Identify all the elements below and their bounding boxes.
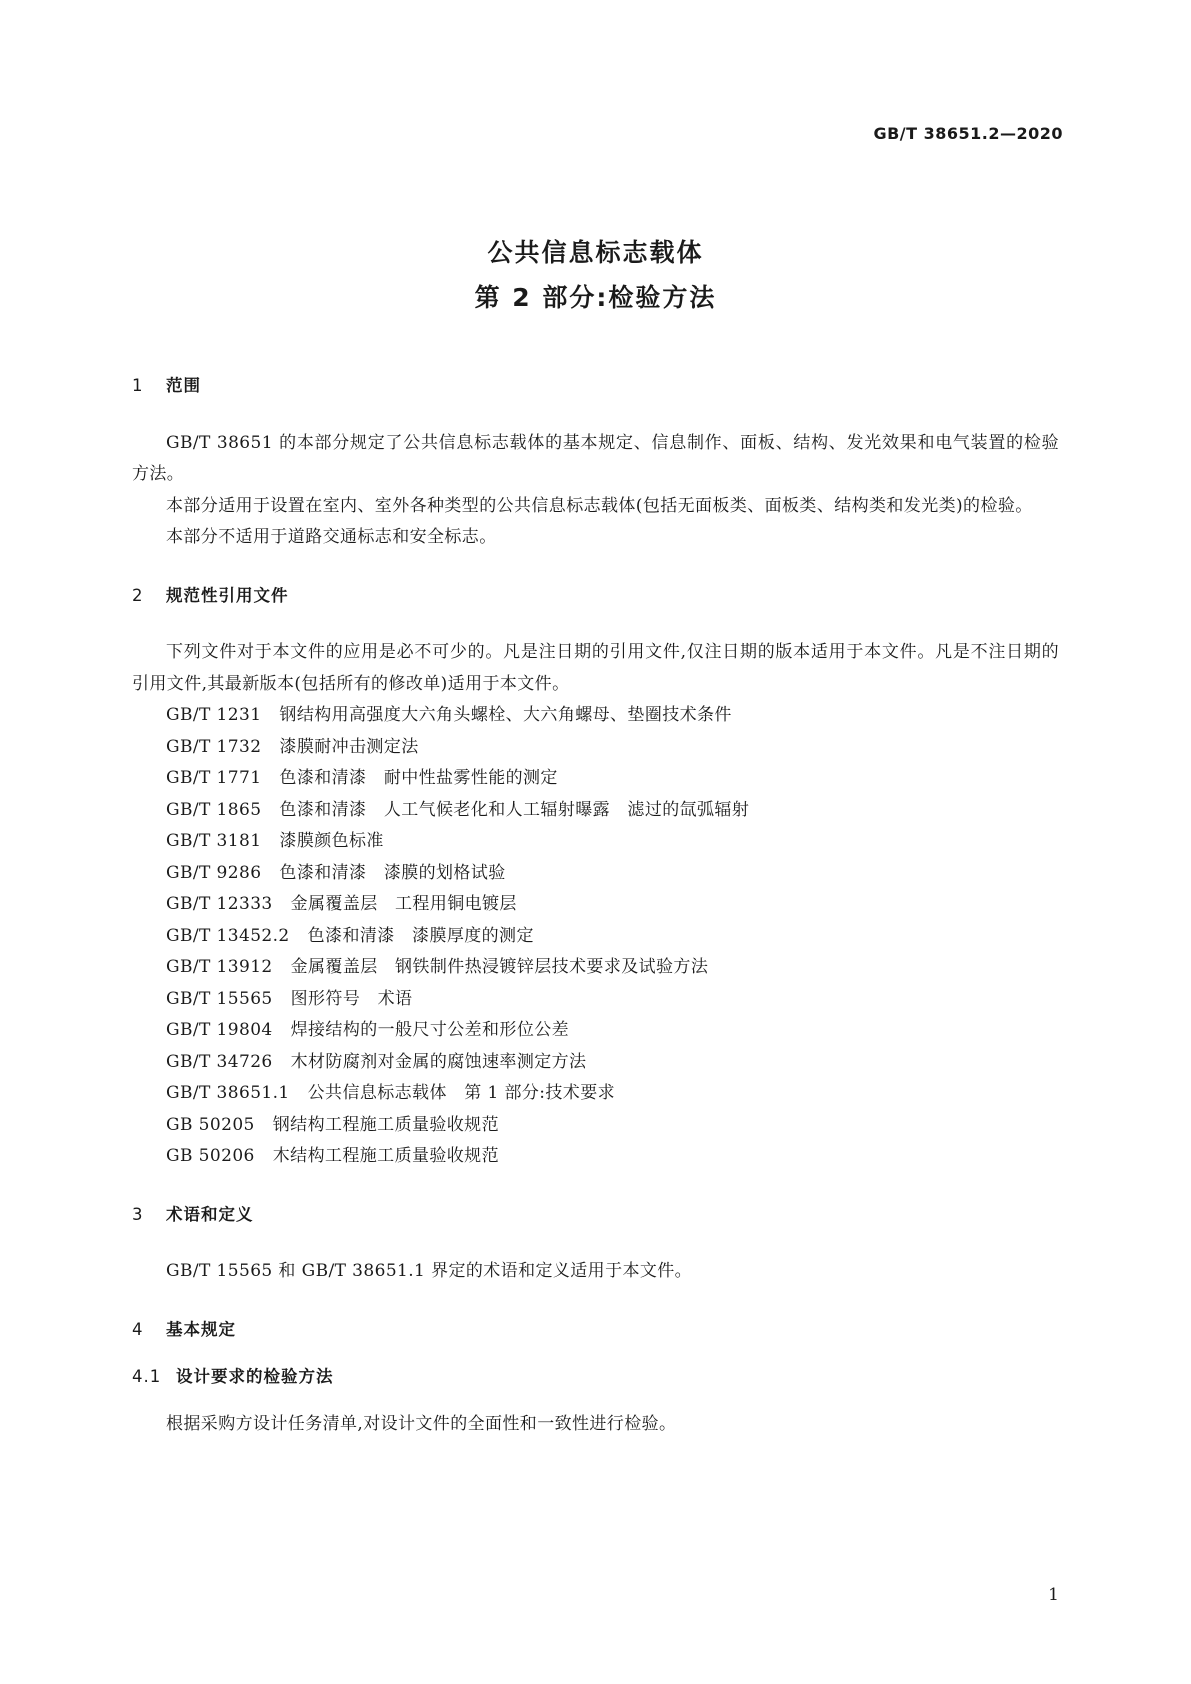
reference-item (132, 732, 1059, 764)
reference-title: 漆膜颜色标准 (279, 831, 384, 851)
reference-item (132, 1047, 1059, 1079)
section-title: 规范性引用文件 (166, 585, 289, 605)
reference-title: 图形符号 术语 (290, 988, 413, 1009)
reference-item (132, 795, 1059, 827)
reference-title: 金属覆盖层 钢铁制件热浸镀锌层技术要求及试验方法 (290, 957, 709, 977)
standard-code: GB/T 38651.2—2020 (873, 124, 1063, 143)
section-title: 范围 (166, 376, 201, 395)
section-number: 1 (132, 376, 144, 395)
reference-title: 色漆和清漆 人工气候老化和人工辐射曝露 滤过的氙弧辐射 (279, 799, 750, 820)
reference-title: 木材防腐剂对金属的腐蚀速率测定方法 (290, 1051, 587, 1072)
section-3-paragraph: GB/T 15565 和 GB/T 38651.1 界定的术语和定义适用于本文件。 (166, 1261, 693, 1281)
section-2-intro: 下列文件对于本文件的应用是必不可少的。凡是注日期的引用文件,仅注日期的版本适用于本文件。凡是不注日期的引用文件,其最新版本(包括所有的修改单)适用于本文件。 (132, 642, 1059, 694)
reference-item (132, 700, 1059, 732)
reference-item (132, 1110, 1059, 1142)
section-3-heading (132, 1199, 1059, 1231)
section-title: 术语和定义 (166, 1204, 254, 1224)
section-1-paragraph: 本部分适用于设置在室内、室外各种类型的公共信息标志载体(包括无面板类、面板类、结构类和发光类)的检验。 (166, 495, 1033, 516)
reference-code: GB 50206 (166, 1146, 255, 1166)
reference-item (132, 921, 1059, 953)
section-number: 3 (132, 1204, 144, 1224)
reference-code: GB/T 15565 (166, 988, 273, 1009)
section-1-paragraph: 本部分不适用于道路交通标志和安全标志。 (166, 527, 497, 547)
reference-title: 金属覆盖层 工程用铜电镀层 (290, 894, 517, 914)
reference-title: 焊接结构的一般尺寸公差和形位公差 (290, 1020, 570, 1040)
reference-code: GB/T 34726 (166, 1051, 273, 1072)
reference-code: GB 50205 (166, 1114, 255, 1135)
reference-title: 钢结构用高强度大六角头螺栓、大六角螺母、垫圈技术条件 (279, 705, 732, 725)
reference-title: 色漆和清漆 漆膜的划格试验 (279, 862, 506, 883)
reference-item (132, 826, 1059, 858)
section-4-1-heading (132, 1361, 1059, 1393)
reference-title: 漆膜耐冲击测定法 (279, 736, 419, 757)
reference-code: GB/T 1732 (166, 736, 262, 757)
reference-item (132, 858, 1059, 890)
reference-title: 公共信息标志载体 第 1 部分:技术要求 (307, 1083, 616, 1103)
reference-code: GB/T 12333 (166, 894, 273, 914)
reference-title: 木结构工程施工质量验收规范 (272, 1146, 499, 1166)
section-number: 4 (132, 1319, 144, 1339)
reference-code: GB/T 19804 (166, 1020, 273, 1040)
subsection-title: 设计要求的检验方法 (176, 1367, 334, 1386)
reference-code: GB/T 1231 (166, 705, 262, 725)
reference-code: GB/T 1771 (166, 768, 262, 788)
reference-code: GB/T 13452.2 (166, 925, 290, 946)
reference-item (132, 984, 1059, 1016)
reference-item (132, 1078, 1059, 1110)
reference-item (132, 1141, 1059, 1173)
reference-code: GB/T 3181 (166, 831, 262, 851)
reference-code: GB/T 38651.1 (166, 1083, 290, 1103)
section-4-1-paragraph: 根据采购方设计任务清单,对设计文件的全面性和一致性进行检验。 (166, 1413, 677, 1434)
section-1-paragraph: GB/T 38651 的本部分规定了公共信息标志载体的基本规定、信息制作、面板、结构、发光效果和电气装置的检验方法。 (132, 432, 1059, 484)
section-4-heading (132, 1314, 1059, 1346)
title-line-1: 公共信息标志载体 (487, 238, 704, 267)
reference-item (132, 1015, 1059, 1047)
reference-list (132, 700, 1059, 1173)
section-1-heading (132, 370, 1059, 402)
reference-title: 色漆和清漆 漆膜厚度的测定 (307, 925, 534, 946)
reference-code: GB/T 13912 (166, 957, 273, 977)
reference-code: GB/T 1865 (166, 799, 262, 820)
reference-item (132, 889, 1059, 921)
document-title (0, 230, 1191, 320)
subsection-number: 4.1 (132, 1367, 162, 1386)
reference-item (132, 952, 1059, 984)
reference-title: 色漆和清漆 耐中性盐雾性能的测定 (279, 768, 558, 788)
reference-item (132, 763, 1059, 795)
reference-title: 钢结构工程施工质量验收规范 (272, 1114, 499, 1135)
section-title: 基本规定 (166, 1319, 236, 1339)
reference-code: GB/T 9286 (166, 862, 262, 883)
page-number: 1 (1048, 1585, 1059, 1605)
section-2-heading (132, 580, 1059, 612)
document-body (132, 370, 1059, 1440)
section-number: 2 (132, 585, 144, 605)
title-line-2: 第 2 部分:检验方法 (474, 283, 717, 312)
